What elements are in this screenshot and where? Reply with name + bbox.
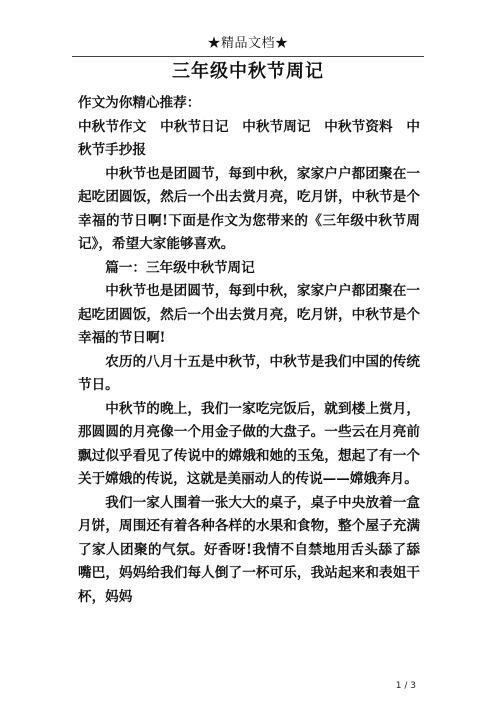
paragraph: 中秋节的晚上，我们一家吃完饭后，就到楼上赏月，那圆圆的月亮像一个用金子做的大盘子。一些云在月亮前飘过似乎看见了传说中的嫦娥和她的玉兔，想起了有一个关于嫦娥的传说，这就是美丽动人的传说——嫦娥奔月。 (78, 400, 420, 487)
header-divider (72, 56, 424, 57)
document-title: 三年级中秋节周记 (172, 61, 324, 82)
paragraph: 中秋节也是团圆节，每到中秋，家家户户都团聚在一起吃团圆饭，然后一个出去赏月亮，吃月饼，中秋节是个幸福的节日啊!下面是作文为您带来的《三年级中秋节周记》，希望大家能够喜欢。 (78, 165, 420, 252)
document-header-mark: ★精品文档★ (207, 36, 289, 51)
page-number: 1 / 3 (395, 681, 416, 691)
section-heading: 篇一：三年级中秋节周记 (105, 259, 255, 276)
paragraph: 农历的八月十五是中秋节，中秋节是我们中国的传统节日。 (78, 353, 420, 393)
paragraph: 我们一家人围着一张大大的桌子，桌子中央放着一盒月饼，周围还有着各种各样的水果和食物，整个屋子充满了家人团聚的气氛。好香呀!我情不自禁地用舌头舔了舔嘴巴，妈妈给我们每人倒了一杯可乐，我站起来和表姐干杯，妈妈 (78, 494, 420, 605)
paragraph: 中秋节也是团圆节，每到中秋，家家户户都团聚在一起吃团圆饭，然后一个出去赏月亮，吃月饼，中秋节是个幸福的节日啊! (78, 283, 420, 346)
tag-list: 中秋节作文 中秋节日记 中秋节周记 中秋节资料 中秋节手抄报 (78, 118, 420, 158)
intro-line: 作文为你精心推荐： (78, 95, 201, 111)
document-body (78, 92, 420, 609)
